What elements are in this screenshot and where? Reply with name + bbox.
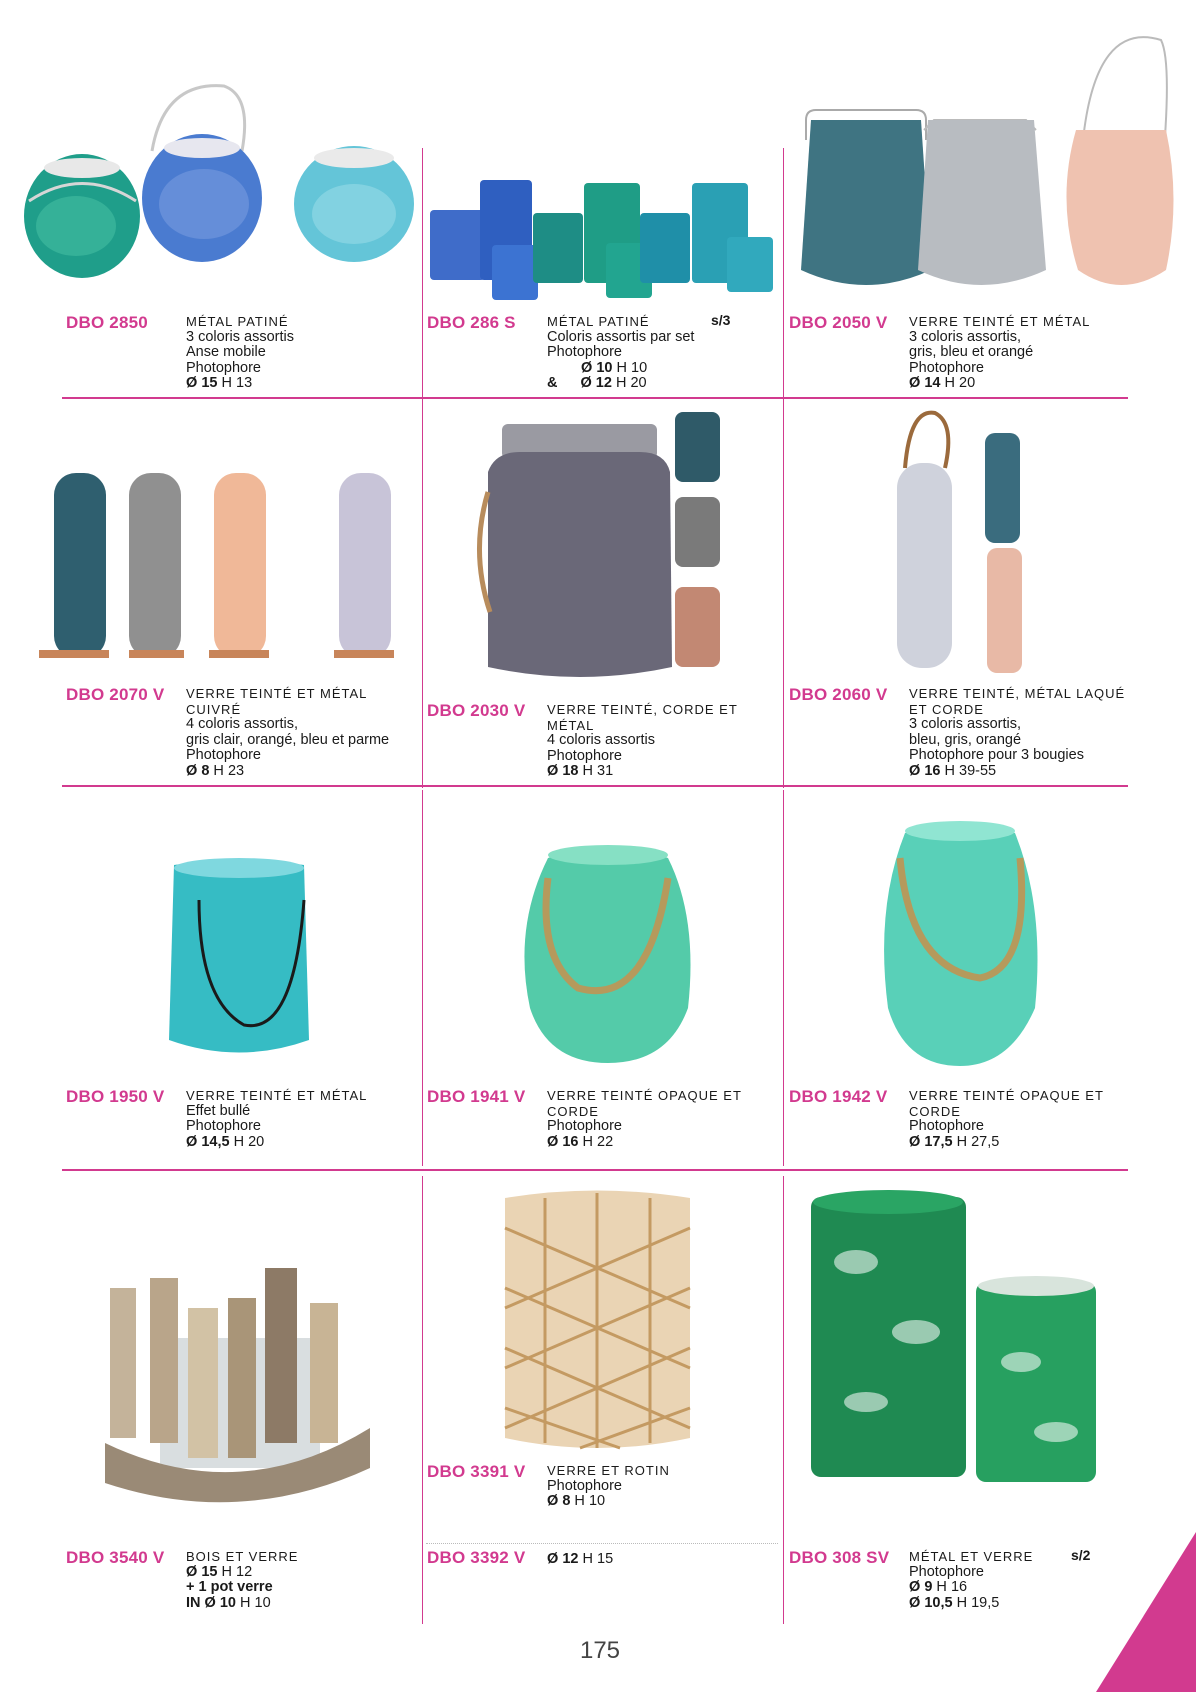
product-title: VERRE TEINTÉ, CORDE ET bbox=[547, 702, 738, 717]
product-image-dbo-2850 bbox=[14, 76, 414, 306]
product-dimensions: & Ø 12 H 20 bbox=[547, 375, 647, 391]
set-badge: s/2 bbox=[1071, 1547, 1091, 1563]
product-line: 4 coloris assortis, bbox=[186, 716, 299, 732]
product-title: VERRE TEINTÉ ET MÉTAL bbox=[186, 1088, 368, 1103]
product-title: BOIS ET VERRE bbox=[186, 1549, 299, 1564]
product-dimensions: Ø 9 H 16 bbox=[909, 1579, 968, 1595]
product-dimensions: Ø 16 H 39-55 bbox=[909, 762, 997, 779]
product-code: DBO 308 SV bbox=[789, 1548, 890, 1567]
product-image-dbo-1942-v bbox=[880, 818, 1040, 1066]
product-title: VERRE TEINTÉ OPAQUE ET bbox=[909, 1088, 1104, 1103]
product-description bbox=[547, 1552, 613, 1568]
product-dimensions: Ø 15 H 13 bbox=[186, 375, 253, 391]
product-dimensions: Ø 12 H 15 bbox=[547, 1551, 614, 1567]
product-code: DBO 3392 V bbox=[427, 1548, 526, 1567]
product-code: DBO 2070 V bbox=[66, 685, 165, 704]
product-title-cont: ET CORDE bbox=[909, 701, 984, 717]
product-title: VERRE TEINTÉ ET MÉTAL bbox=[909, 314, 1091, 329]
product-description bbox=[547, 702, 738, 780]
row-divider-1 bbox=[62, 397, 1128, 399]
product-dimensions: Ø 15 H 12 bbox=[186, 1563, 253, 1580]
product-code: DBO 3540 V bbox=[66, 1548, 165, 1567]
col-divider bbox=[422, 148, 423, 788]
product-description bbox=[547, 1463, 670, 1510]
product-dimensions: Ø 10 H 10 bbox=[581, 359, 648, 376]
product-line: Photophore bbox=[547, 1118, 622, 1134]
product-code: DBO 3391 V bbox=[427, 1462, 526, 1481]
product-title: MÉTAL PATINÉ bbox=[186, 314, 289, 329]
product-image-dbo-2050-v bbox=[796, 30, 1181, 300]
product-title: VERRE TEINTÉ, MÉTAL LAQUÉ bbox=[909, 686, 1126, 701]
product-line: 3 coloris assortis, bbox=[909, 716, 1022, 732]
row-divider-3 bbox=[62, 1169, 1128, 1171]
product-code: DBO 1942 V bbox=[789, 1087, 888, 1106]
product-line: Photophore bbox=[909, 1563, 984, 1580]
product-dimensions: Ø 10,5 H 19,5 bbox=[909, 1594, 1000, 1611]
product-image-dbo-2070-v bbox=[14, 468, 414, 668]
product-image-dbo-1941-v bbox=[518, 838, 698, 1063]
product-title: MÉTAL ET VERRE bbox=[909, 1549, 1034, 1564]
product-dimensions: Ø 14 H 20 bbox=[909, 375, 976, 391]
product-line: 3 coloris assortis, bbox=[909, 328, 1022, 345]
product-title: VERRE TEINTÉ OPAQUE ET bbox=[547, 1088, 742, 1103]
product-description bbox=[909, 1549, 1033, 1611]
product-code: DBO 286 S bbox=[427, 313, 516, 332]
row-divider-2 bbox=[62, 785, 1128, 787]
product-line: Photophore bbox=[909, 359, 984, 376]
col-divider bbox=[422, 1176, 423, 1624]
col-divider bbox=[783, 790, 784, 1166]
product-code: DBO 2850 bbox=[66, 313, 148, 332]
product-line: + 1 pot verre bbox=[186, 1579, 273, 1595]
product-description bbox=[186, 1549, 298, 1611]
product-dimensions: Ø 18 H 31 bbox=[547, 763, 614, 779]
product-code: DBO 1950 V bbox=[66, 1087, 165, 1106]
product-image-dbo-3391-v bbox=[500, 1188, 695, 1456]
product-image-dbo-286-s bbox=[428, 175, 778, 305]
product-title-cont: CORDE bbox=[547, 1103, 599, 1119]
product-title: MÉTAL PATINÉ bbox=[547, 314, 650, 329]
product-dimensions: Ø 8 H 10 bbox=[547, 1493, 606, 1509]
product-image-dbo-2060-v bbox=[890, 408, 1040, 673]
cell-divider bbox=[426, 1543, 778, 1544]
product-line: Photophore bbox=[186, 1118, 261, 1134]
product-description bbox=[547, 1088, 742, 1150]
product-line: Photophore bbox=[186, 359, 261, 376]
product-description bbox=[186, 314, 294, 392]
product-description bbox=[909, 1088, 1104, 1150]
product-title: VERRE TEINTÉ ET MÉTAL bbox=[186, 686, 368, 701]
product-title: VERRE ET ROTIN bbox=[547, 1463, 670, 1478]
product-dimensions: Ø 16 H 22 bbox=[547, 1133, 614, 1150]
product-code: DBO 2050 V bbox=[789, 313, 888, 332]
product-line: 4 coloris assortis bbox=[547, 732, 655, 748]
product-line: Photophore pour 3 bougies bbox=[909, 747, 1084, 763]
product-description bbox=[909, 314, 1090, 392]
product-image-dbo-3540-v bbox=[100, 1268, 375, 1518]
product-image-dbo-308-sv bbox=[806, 1192, 1116, 1487]
product-dimensions: IN Ø 10 H 10 bbox=[186, 1594, 271, 1611]
product-line: Anse mobile bbox=[186, 344, 266, 360]
set-badge: s/3 bbox=[711, 312, 731, 328]
product-line: Effet bullé bbox=[186, 1102, 251, 1119]
product-description bbox=[547, 314, 694, 392]
product-line: Photophore bbox=[547, 747, 622, 764]
product-line: Photophore bbox=[547, 344, 622, 360]
product-dimensions: Ø 8 H 23 bbox=[186, 762, 245, 779]
product-image-dbo-2030-v bbox=[480, 412, 740, 692]
product-line: Photophore bbox=[909, 1118, 984, 1134]
product-image-dbo-1950-v bbox=[164, 860, 314, 1070]
product-description bbox=[186, 686, 389, 779]
product-line: bleu, gris, orangé bbox=[909, 731, 1022, 748]
col-divider bbox=[783, 1176, 784, 1624]
product-description bbox=[186, 1088, 367, 1150]
product-title-cont: MÉTAL bbox=[547, 717, 595, 733]
product-dimensions: Ø 14,5 H 20 bbox=[186, 1133, 265, 1150]
product-line: gris, bleu et orangé bbox=[909, 344, 1034, 360]
product-code: DBO 2030 V bbox=[427, 701, 526, 720]
product-title-cont: CUIVRÉ bbox=[186, 701, 242, 717]
product-title-cont: CORDE bbox=[909, 1103, 961, 1119]
corner-decoration bbox=[1096, 1532, 1196, 1692]
product-line: 3 coloris assortis bbox=[186, 328, 294, 345]
product-line: gris clair, orangé, bleu et parme bbox=[186, 731, 390, 748]
product-line: Photophore bbox=[186, 747, 261, 763]
product-code: DBO 2060 V bbox=[789, 685, 888, 704]
product-line: Coloris assortis par set bbox=[547, 328, 695, 345]
col-divider bbox=[783, 148, 784, 788]
product-line: Photophore bbox=[547, 1477, 622, 1494]
product-description bbox=[909, 686, 1125, 779]
page-number: 175 bbox=[579, 1637, 621, 1664]
product-dimensions: Ø 17,5 H 27,5 bbox=[909, 1133, 1000, 1150]
col-divider bbox=[422, 790, 423, 1166]
product-code: DBO 1941 V bbox=[427, 1087, 526, 1106]
